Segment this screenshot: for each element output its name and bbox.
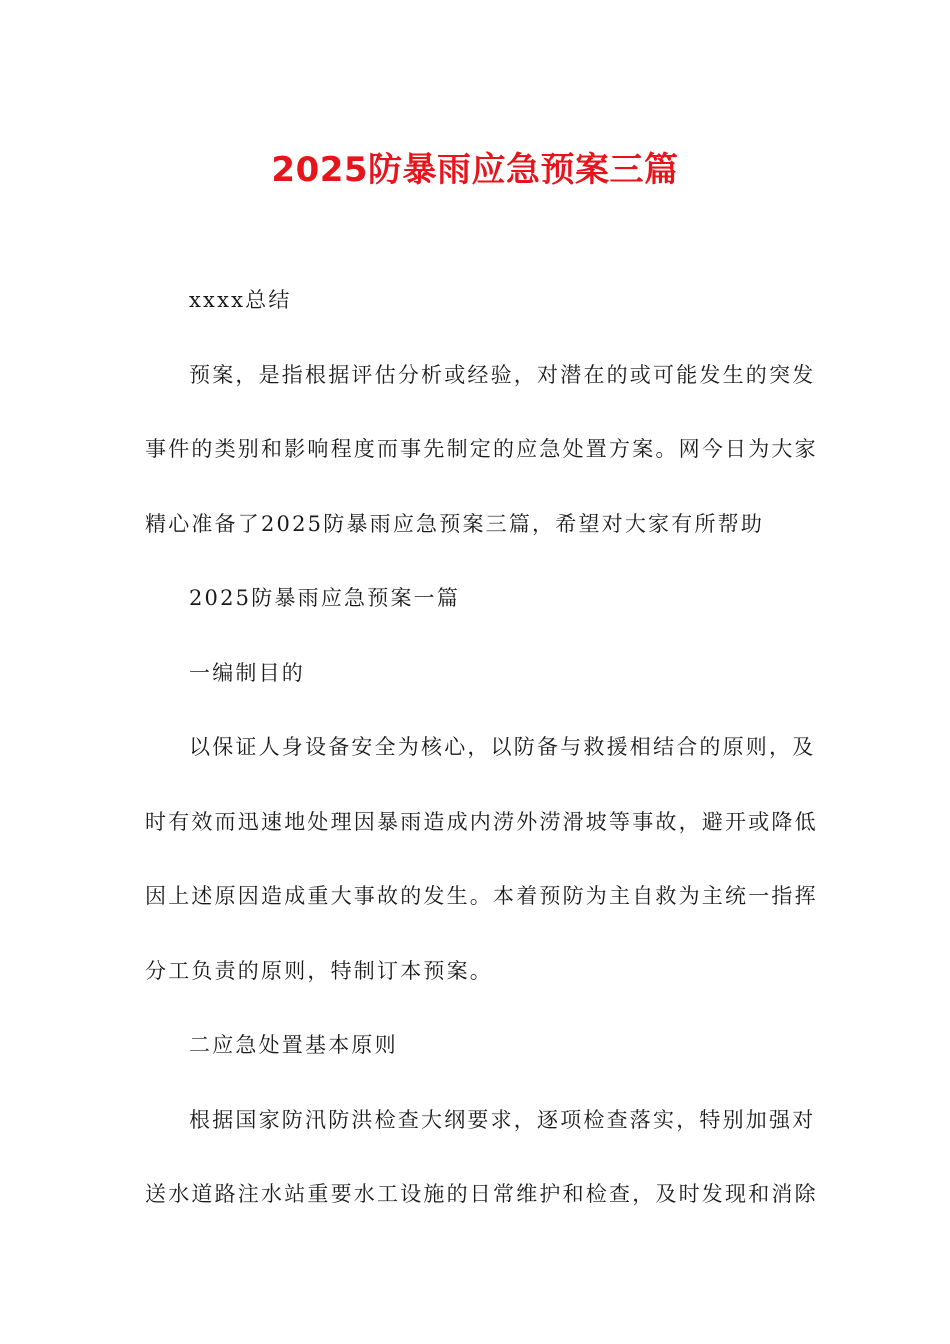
text-line-4: 精心准备了2025防暴雨应急预案三篇，希望对大家有所帮助 <box>145 511 765 536</box>
document-body <box>145 280 818 1249</box>
text-line-13: 送水道路注水站重要水工设施的日常维护和检查，及时发现和消除 <box>145 1182 818 1206</box>
text-line-11: 二应急处置基本原则 <box>189 1033 398 1057</box>
text-line-12: 根据国家防汛防洪检查大纲要求，逐项检查落实，特别加强对 <box>189 1107 816 1132</box>
text-line-10: 分工负责的原则，特制订本预案。 <box>145 958 493 983</box>
text-line-8: 时有效而迅速地处理因暴雨造成内涝外涝滑坡等事故，避开或降低 <box>145 809 818 834</box>
text-line-7: 以保证人身设备安全为核心，以防备与救援相结合的原则，及 <box>189 735 816 759</box>
document-title: 2025防暴雨应急预案三篇 <box>271 150 679 190</box>
text-line-3: 事件的类别和影响程度而事先制定的应急处置方案。网今日为大家 <box>145 437 818 461</box>
text-line-9: 因上述原因造成重大事故的发生。本着预防为主自救为主统一指挥 <box>145 884 818 908</box>
text-line-5: 2025防暴雨应急预案一篇 <box>189 586 461 610</box>
text-line-6: 一编制目的 <box>189 660 305 685</box>
text-line-1: xxxx总结 <box>189 288 292 312</box>
text-line-2: 预案，是指根据评估分析或经验，对潜在的或可能发生的突发 <box>189 362 816 387</box>
